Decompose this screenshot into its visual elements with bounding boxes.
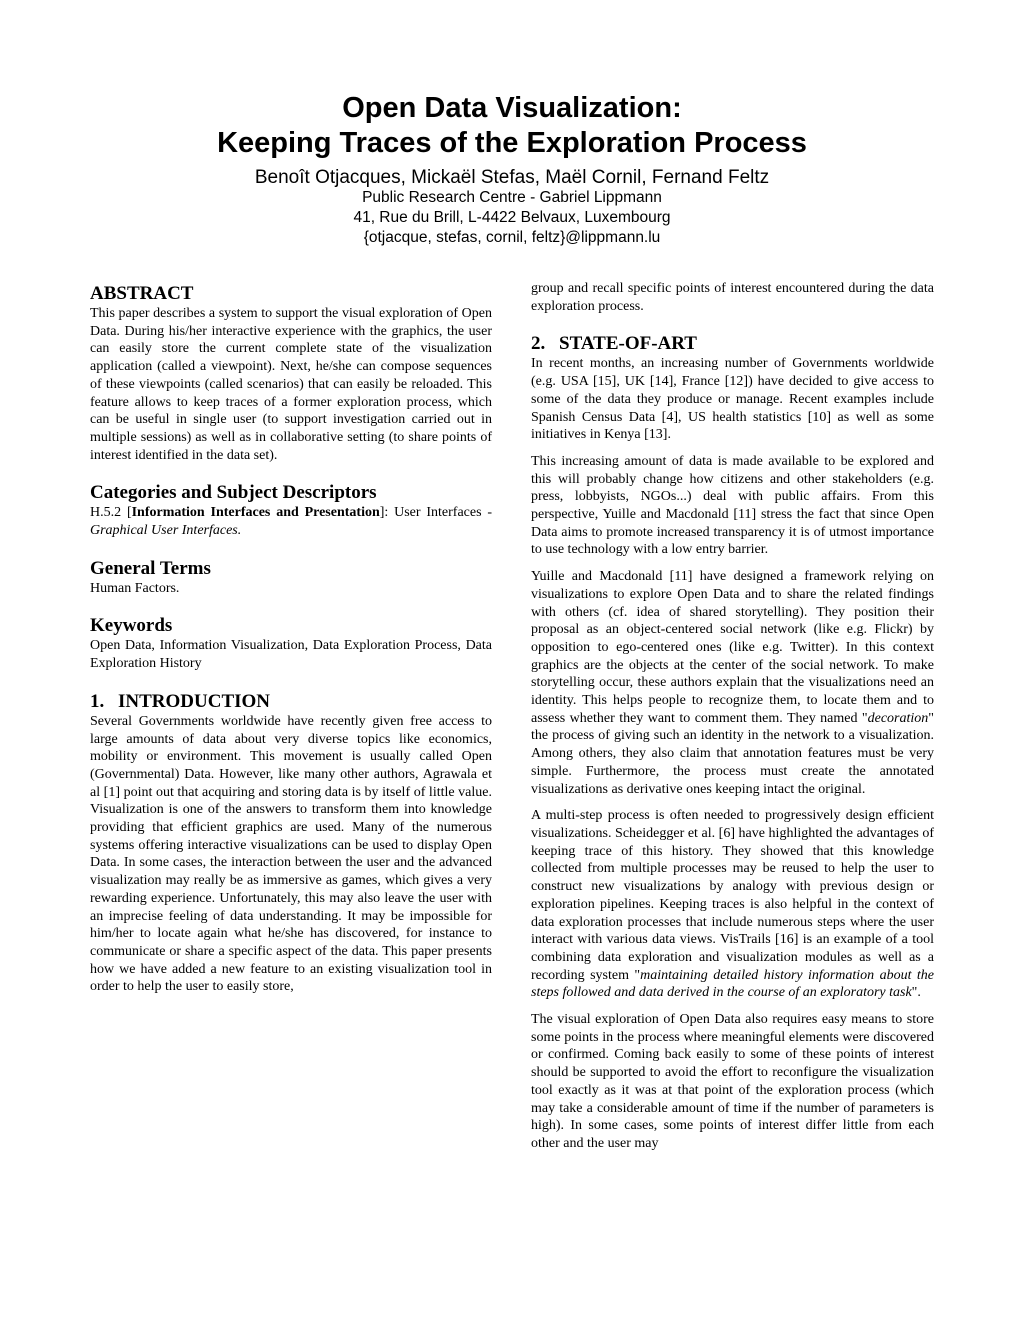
state-of-art-p5: The visual exploration of Open Data also requires easy means to store some points in the process where meaningful elements were discovered or confirmed. Coming back easily to some of these points of interest should be supported to avoid the effort to reconfigure the visualization tool exactly as it was at that point of the exploration process (which may take a considerable amount of time if the number of parameters is high). In some cases, some points of interest differ little from each other and the user may [531,1012,934,1151]
paper-title-line-2: Keeping Traces of the Exploration Process [217,127,807,159]
categories-heading: Categories and Subject Descriptors [90,482,377,504]
introduction-text: Several Governments worldwide have recently given free access to large amounts of data about very diverse topics like economics, mobility or environment. This movement is usually called Open (Governmental) Data. However, like many other authors, Agrawala et al [1] point out that acquiring and storing data is by itself of little value. Visualization is one of the answers to transform them into knowledge providing that efficient graphics are used. Many of the numerous systems offering interactive visualizations can be used to display Open Data. In some cases, the interaction between the user and the advanced visualization may really be as immersive as games, which gives a very rewarding experience. Unfortunately, this may also leave the user with an imprecise feeling of data understanding. It may be impossible for him/her to locate again what he/she has discovered, for instance to communicate or share a specific aspect of the data. This paper presents how we have added a new feature to an existing visualization tool in order to help the user to easily store, [90,713,492,995]
p3-part-b: " the process of giving such an identity in the network to a visualization. Among others, they also claim that annotation features must be very simple. Furthermore, the process must create the annotated visualizations as derivative ones keeping intact the original. [531,710,934,797]
abstract-heading: ABSTRACT [90,283,194,304]
paper-authors: Benoît Otjacques, Mickaël Stefas, Maël Cornil, Fernand Feltz [254,167,770,188]
state-of-art-title: STATE-OF-ART [559,333,697,355]
introduction-number: 1. [90,690,105,712]
paper-address: 41, Rue du Brill, L-4422 Belvaux, Luxembourg [353,209,671,226]
categories-bold-term: Information Interfaces and Presentation [131,505,380,521]
p4-part-b: ". [911,985,921,1001]
right-column [531,280,934,1153]
categories-rest: User Interfaces - [394,505,493,521]
general-terms-heading: General Terms [90,557,211,579]
introduction-continuation: group and recall specific points of interest encountered during the data exploration process. [531,281,934,314]
keywords-heading: Keywords [90,615,173,637]
categories-bracket-close: ]: [379,505,389,521]
categories-bracket-open: [ [126,505,132,521]
general-terms-text: Human Factors. [90,580,180,596]
paper-email: {otjacque, stefas, cornil, feltz}@lippmann.lu [363,229,661,246]
introduction-title: INTRODUCTION [118,690,271,712]
abstract-text: This paper describes a system to support the visual exploration of Open Data. During his/her interactive experience with the graphics, the user can easily store the current complete state of the visualization application (called a viewpoint). Next, he/she can compose sequences of these viewpoints (called scenarios) that can easily be reloaded. This feature allows to keep traces of a former exploration process, which can be useful in single user (to support investigation carried out in multiple sessions) as well as in collaborative setting (to share points of interest identified in the data set). [90,306,492,463]
left-column [90,280,492,996]
paper-title-line-1: Open Data Visualization: [342,92,682,124]
p4-italic-quote: maintaining detailed history information about the steps followed and data derived in the course of an exploratory task [531,967,935,1001]
state-of-art-number: 2. [531,333,546,355]
p3-part-a: Yuille and Macdonald [11] have designed a framework relying on visualizations to explore Open Data and to share the related findings with others (cf. idea of shared storytelling). They position their proposal as an object-centered social network (like e.g. Flickr) by opposition to ego-centered ones (like e.g. Twitter). In this context graphics are the objects at the center of the social network. To make storytelling occur, these authors explain that the visualizations need an identity. This helps people to recognize them, to locate them and to assess whether they want to comment them. They named " [531,569,934,726]
categories-italic-term: Graphical User Interfaces. [90,523,242,539]
paper-affiliation: Public Research Centre - Gabriel Lippmann [362,189,662,206]
state-of-art-p2: This increasing amount of data is made available to be explored and this will probably change how citizens and other stakeholders (e.g. press, lobbyists, NGOs...) deal with public affairs. From this perspective, Yuille and Macdonald [11] stress the fact that since Open Data aims to promote increased transparency it is of utmost importance to use technology with a low entry barrier. [531,453,934,558]
introduction-heading [90,691,492,713]
state-of-art-p3 [531,568,934,798]
p3-italic-term: decoration [867,710,929,726]
categories-code: H.5.2 [90,505,122,521]
categories-text [90,504,492,539]
state-of-art-p1: In recent months, an increasing number of Governments worldwide (e.g. USA [15], UK [14], France [12]) have decided to give access to some of the data they produce or manage. Recent examples include Spanish Census Data [4], US health statistics [10] as well as some initiatives in Kenya [13]. [531,356,934,443]
state-of-art-heading [531,333,934,355]
keywords-text: Open Data, Information Visualization, Data Exploration Process, Data Exploration History [90,638,492,672]
state-of-art-p4 [531,807,934,1002]
p4-part-a: A multi-step process is often needed to progressively design efficient visualizations. Scheidegger et al. [6] have highlighted the advantages of keeping trace of this history. They showed that this knowledge collected from multiple processes may be reused to help the user to construct new visualizations by analogy with previous design or exploration pipelines. Keeping traces is also helpful in the context of data exploration processes that include numerous steps where the user interact with various data views. VisTrails [16] is an example of a tool combining data exploration and visualization modules as well as a recording system " [531,808,934,983]
